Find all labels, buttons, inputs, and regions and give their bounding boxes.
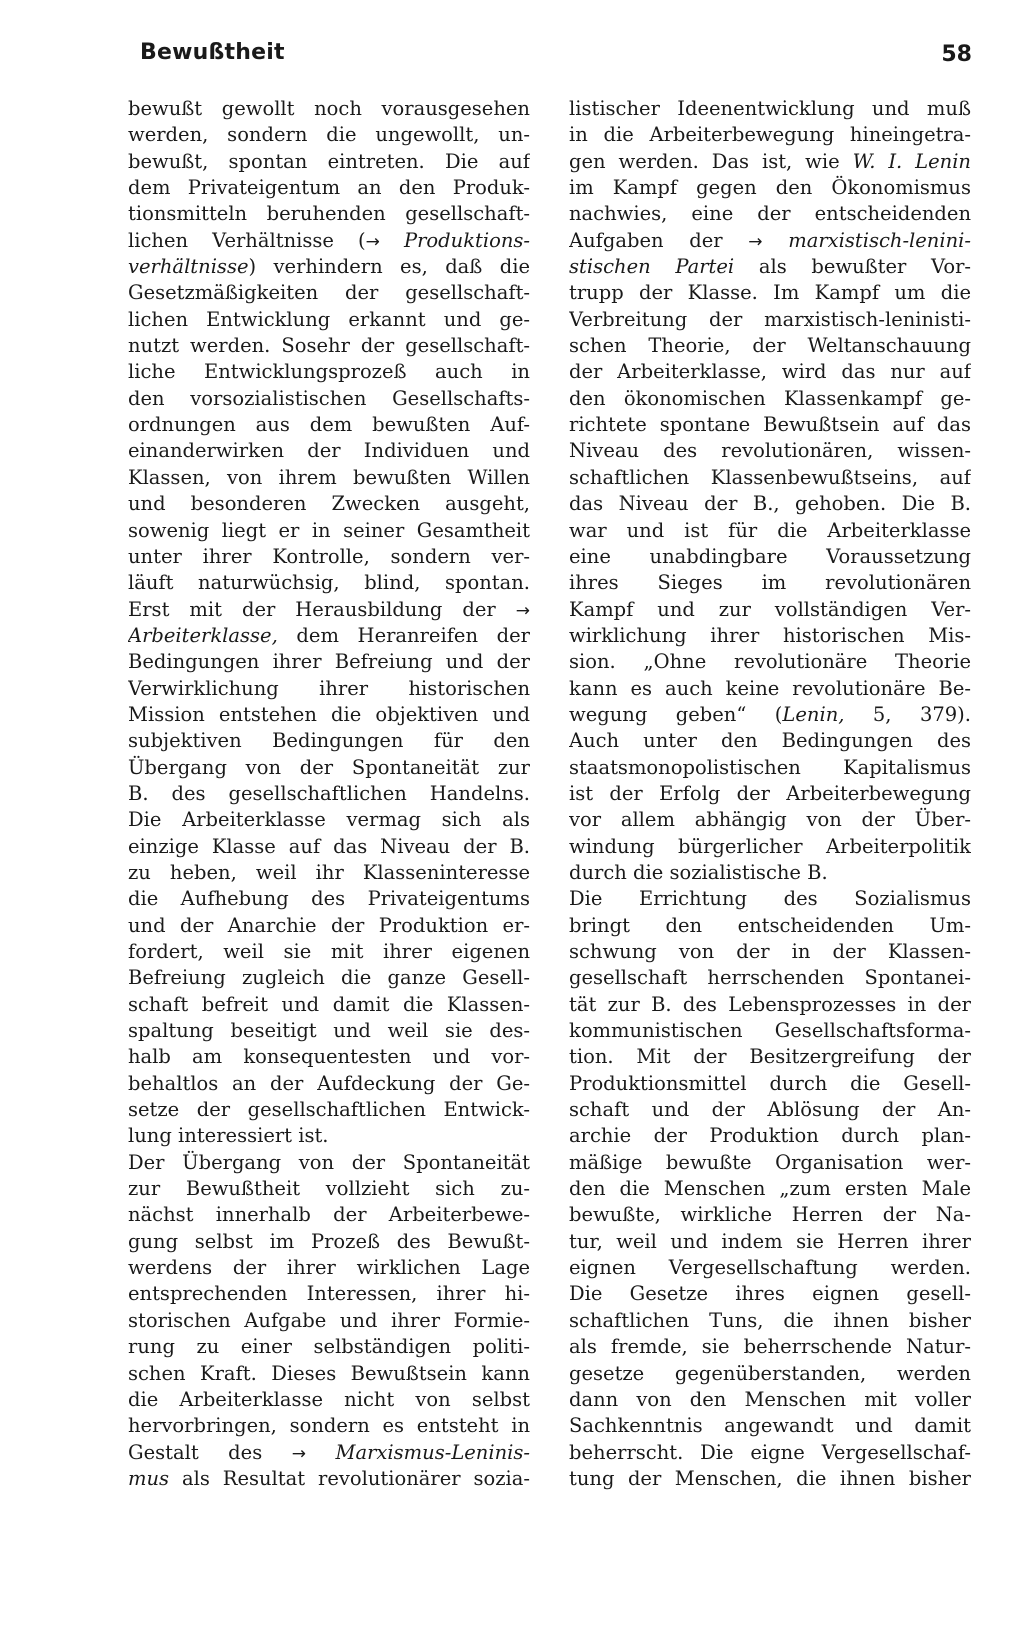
text-run: Klassen, von ihrem bewußten Willen: [128, 465, 530, 489]
text-run: Die Gesetze ihres eignen gesell-: [569, 1282, 971, 1306]
text-line: [128, 1255, 530, 1281]
text-line: [128, 1071, 530, 1097]
text-run: Niveau des revolutionären, wissen-: [569, 439, 971, 463]
text-line: [128, 570, 530, 596]
text-line: [128, 1440, 530, 1466]
text-line: [128, 359, 530, 385]
text-line: [128, 465, 530, 491]
page-number: 58: [941, 42, 972, 67]
text-run: listischer Ideenentwicklung und muß: [569, 97, 971, 120]
text-line: [569, 992, 971, 1018]
text-run: durch die sozialistische B.: [569, 860, 828, 884]
text-run: staatsmonopolistischen Kapitalismus: [569, 755, 971, 779]
text-line: [128, 1018, 530, 1044]
text-line: [128, 1466, 530, 1492]
text-line: [569, 1044, 971, 1070]
text-line: [569, 1281, 971, 1307]
text-run: Auch unter den Bedingungen des: [569, 729, 971, 753]
text-run: Produktionsmittel durch die Gesell-: [569, 1071, 971, 1095]
italic-term: Produktions-: [403, 228, 530, 252]
text-line: [569, 254, 971, 280]
text-line: [128, 228, 530, 254]
text-run: schen Kraft. Dieses Bewußtsein kann: [128, 1361, 530, 1385]
text-line: [569, 1308, 971, 1334]
text-line: [128, 1361, 530, 1387]
text-run: bewußt, spontan eintreten. Die auf: [128, 149, 530, 173]
text-line: [569, 1176, 971, 1202]
text-run: spaltung beseitigt und weil sie des-: [128, 1019, 530, 1043]
text-run: tionsmitteln beruhenden gesellschaft-: [128, 202, 530, 226]
text-run: fordert, weil sie mit ihrer eigenen: [128, 940, 530, 963]
text-run: tät zur B. des Lebensprozesses in der: [569, 992, 971, 1016]
text-line: [569, 1413, 971, 1439]
text-run: als fremde, sie beherrschende Natur-: [569, 1335, 971, 1359]
text-run: als bewußter Vor-: [734, 255, 971, 279]
page-header: [140, 38, 972, 78]
text-line: [569, 333, 971, 359]
text-line: [569, 307, 971, 333]
text-run: [763, 229, 789, 252]
text-line: [569, 122, 971, 148]
text-line: [569, 939, 971, 965]
text-line: [128, 1387, 530, 1413]
italic-term: stischen Partei: [569, 255, 735, 279]
text-line: [128, 307, 530, 333]
text-line: [569, 1071, 971, 1097]
text-line: [569, 1440, 971, 1466]
text-run: Erst mit der Herausbildung der: [128, 597, 516, 621]
text-line: [569, 886, 971, 912]
text-run: bewußte, wirkliche Herren der Na-: [569, 1203, 971, 1227]
text-run: Die Errichtung des Sozialismus: [569, 887, 971, 911]
text-run: kann es auch keine revolutionäre Be-: [569, 676, 971, 700]
running-head: Bewußtheit: [140, 40, 285, 65]
text-run: nutzt werden. Sosehr der gesellschaft-: [128, 334, 530, 358]
text-line: [128, 280, 530, 306]
text-line: [569, 781, 971, 807]
text-run: vor allem abhängig von der Über-: [569, 808, 971, 832]
text-run: den vorsozialistischen Gesellschafts-: [128, 386, 530, 410]
text-line: [569, 1018, 971, 1044]
text-line: [128, 1334, 530, 1360]
cross-reference-arrow-icon: →: [291, 1443, 306, 1464]
text-column-left: [128, 96, 530, 1492]
text-line: [569, 359, 971, 385]
text-line: [569, 728, 971, 754]
text-run: subjektiven Bedingungen für den: [128, 729, 530, 753]
text-line: [569, 518, 971, 544]
text-run: lichen Entwicklung erkannt und ge-: [128, 307, 530, 331]
text-run: Bedingungen ihrer Befreiung und der: [128, 650, 530, 674]
text-line: [128, 1202, 530, 1228]
text-run: liche Entwicklungsprozeß auch in: [128, 360, 530, 384]
text-line: [569, 913, 971, 939]
text-run: gung selbst im Prozeß des Bewußt-: [128, 1229, 530, 1253]
text-run: schaft befreit und damit die Klassen-: [128, 992, 530, 1016]
text-line: [569, 1202, 971, 1228]
text-run: rung zu einer selbständigen politi-: [128, 1335, 530, 1359]
text-line: [569, 1361, 971, 1387]
text-run: hervorbringen, sondern es entsteht in: [128, 1414, 530, 1438]
text-run: dann von den Menschen mit voller: [569, 1387, 971, 1411]
text-line: [128, 781, 530, 807]
text-run: gen werden. Das ist, wie: [569, 149, 853, 173]
text-run: kommunistischen Gesellschaftsforma-: [569, 1019, 971, 1043]
text-run: zu heben, weil ihr Klasseninteresse: [128, 860, 530, 884]
text-line: [569, 1097, 971, 1123]
text-line: [128, 1413, 530, 1439]
italic-term: marxistisch-lenini-: [788, 228, 971, 252]
text-line: [569, 465, 971, 491]
text-line: [128, 755, 530, 781]
text-run: gesellschaft herrschenden Spontanei-: [569, 966, 971, 990]
text-line: [569, 544, 971, 570]
italic-term: verhältnisse: [128, 255, 249, 279]
italic-term: Marxismus-Leninis-: [335, 1440, 530, 1464]
text-line: [128, 122, 530, 148]
text-line: [569, 755, 971, 781]
text-run: richtete spontane Bewußtsein auf das: [569, 413, 971, 437]
cross-reference-arrow-icon: →: [748, 231, 763, 252]
text-run: und besonderen Zwecken ausgeht,: [128, 492, 530, 516]
text-line: [128, 149, 530, 175]
text-run: tion. Mit der Besitzergreifung der: [569, 1045, 971, 1069]
text-run: bringt den entscheidenden Um-: [569, 913, 971, 937]
text-line: [128, 939, 530, 965]
text-column-right: [569, 96, 971, 1492]
text-run: ist der Erfolg der Arbeiterbewegung: [569, 781, 971, 805]
text-run: tur, weil und indem sie Herren ihrer: [569, 1229, 971, 1253]
text-line: [569, 201, 971, 227]
text-run: schaftlichen Klassenbewußtseins, auf: [569, 465, 971, 489]
text-run: eignen Vergesellschaftung werden.: [569, 1256, 971, 1280]
text-run: einanderwirken der Individuen und: [128, 439, 530, 463]
text-run: unter ihrer Kontrolle, sondern ver-: [128, 544, 530, 568]
text-line: [128, 992, 530, 1018]
text-line: [569, 1150, 971, 1176]
text-run: das Niveau der B., gehoben. Die B.: [569, 492, 971, 516]
text-run: Verbreitung der marxistisch-leninisti-: [569, 307, 971, 331]
text-line: [569, 676, 971, 702]
text-run: schen Theorie, der Weltanschauung: [569, 334, 971, 358]
text-line: [128, 1229, 530, 1255]
text-line: [569, 386, 971, 412]
italic-term: W. I. Lenin: [852, 149, 971, 173]
text-run: wirklichung ihrer historischen Mis-: [569, 623, 971, 647]
text-line: [569, 1466, 971, 1492]
text-line: [569, 702, 971, 728]
text-run: Die Arbeiterklasse vermag sich als: [128, 808, 530, 832]
text-run: werden, sondern die ungewollt, un-: [128, 123, 530, 147]
text-run: Verwirklichung ihrer historischen: [128, 676, 530, 700]
text-line: [128, 807, 530, 833]
text-line: [128, 728, 530, 754]
text-run: schaftlichen Tuns, die ihnen bisher: [569, 1308, 971, 1332]
text-line: [128, 1176, 530, 1202]
text-run: trupp der Klasse. Im Kampf um die: [569, 281, 971, 305]
text-run: Gestalt des: [128, 1440, 292, 1464]
text-line: [128, 412, 530, 438]
text-run: nachwies, eine der entscheidenden: [569, 202, 971, 226]
text-run: bewußt gewollt noch vorausgesehen: [128, 97, 530, 120]
italic-term: Lenin,: [782, 702, 845, 726]
text-run: Mission entstehen die objektiven und: [128, 702, 530, 726]
text-run: der Arbeiterklasse, wird das nur auf: [569, 360, 971, 384]
text-line: [128, 333, 530, 359]
text-line: [128, 1308, 530, 1334]
text-line: [128, 676, 530, 702]
text-line: [128, 702, 530, 728]
text-line: [569, 807, 971, 833]
cross-reference-arrow-icon: →: [515, 600, 530, 621]
italic-term: mus: [128, 1466, 170, 1490]
text-run: die Arbeiterklasse nicht von selbst: [128, 1387, 530, 1411]
text-run: nächst innerhalb der Arbeiterbewe-: [128, 1203, 530, 1227]
text-line: [569, 649, 971, 675]
text-run: entsprechenden Interessen, ihrer hi-: [128, 1282, 530, 1306]
text-run: archie der Produktion durch plan-: [569, 1124, 971, 1148]
text-line: [569, 965, 971, 991]
text-run: Übergang von der Spontaneität zur: [128, 755, 530, 779]
text-line: [128, 1044, 530, 1070]
text-run: Kampf und zur vollständigen Ver-: [569, 597, 971, 621]
text-line: [569, 597, 971, 623]
text-run: Gesetzmäßigkeiten der gesellschaft-: [128, 281, 530, 305]
text-run: B. des gesellschaftlichen Handelns.: [128, 781, 530, 805]
text-line: [569, 175, 971, 201]
text-line: [569, 1334, 971, 1360]
text-run: als Resultat revolutionärer sozia-: [169, 1466, 530, 1490]
text-run: ordnungen aus dem bewußten Auf-: [128, 413, 530, 437]
text-run: war und ist für die Arbeiterklasse: [569, 518, 971, 542]
text-line: [569, 412, 971, 438]
text-run: im Kampf gegen den Ökonomismus: [569, 176, 971, 200]
text-line: [128, 96, 530, 122]
text-run: lung interessiert ist.: [128, 1124, 329, 1148]
text-run: beherrscht. Die eigne Vergesellschaf-: [569, 1440, 971, 1464]
text-run: sion. „Ohne revolutionäre Theorie: [569, 650, 971, 674]
text-line: [128, 913, 530, 939]
text-line: [569, 149, 971, 175]
text-line: [569, 491, 971, 517]
text-run: die Aufhebung des Privateigentums: [128, 887, 530, 911]
text-line: [569, 860, 971, 886]
text-line: [128, 649, 530, 675]
text-run: tung der Menschen, die ihnen bisher: [569, 1466, 971, 1490]
text-line: [569, 623, 971, 649]
text-run: Befreiung zugleich die ganze Gesell-: [128, 966, 530, 990]
text-run: lichen Verhältnisse (: [128, 228, 366, 252]
text-line: [569, 1229, 971, 1255]
text-run: gesetze gegenüberstanden, werden: [569, 1361, 971, 1385]
text-line: [128, 1123, 530, 1149]
text-run: [380, 229, 404, 252]
text-line: [128, 201, 530, 227]
text-line: [128, 834, 530, 860]
text-run: ) verhindern es, daß die: [248, 255, 530, 279]
cross-reference-arrow-icon: →: [365, 231, 380, 252]
text-run: behaltlos an der Aufdeckung der Ge-: [128, 1071, 530, 1095]
text-line: [128, 254, 530, 280]
text-run: werdens der ihrer wirklichen Lage: [128, 1256, 530, 1280]
text-line: [128, 965, 530, 991]
text-line: [569, 570, 971, 596]
text-line: [569, 834, 971, 860]
text-line: [569, 1387, 971, 1413]
text-run: windung bürgerlicher Arbeiterpolitik: [569, 834, 971, 858]
text-run: storischen Aufgabe und ihrer Formie-: [128, 1308, 530, 1332]
text-run: in die Arbeiterbewegung hineingetra-: [569, 123, 971, 147]
text-line: [128, 491, 530, 517]
text-run: wegung geben“ (: [569, 702, 783, 726]
text-line: [128, 544, 530, 570]
text-run: Sachkenntnis angewandt und damit: [569, 1414, 971, 1438]
text-run: zur Bewußtheit vollzieht sich zu-: [128, 1177, 530, 1201]
text-line: [128, 438, 530, 464]
text-line: [128, 518, 530, 544]
text-line: [128, 1150, 530, 1176]
text-line: [128, 623, 530, 649]
text-line: [569, 1255, 971, 1281]
text-line: [128, 1281, 530, 1307]
text-line: [569, 280, 971, 306]
text-run: 5, 379).: [844, 702, 971, 726]
text-line: [569, 438, 971, 464]
text-line: [128, 1097, 530, 1123]
text-run: [306, 1441, 336, 1464]
text-run: dem Heranreifen der: [277, 623, 530, 647]
text-run: einzige Klasse auf das Niveau der B.: [128, 834, 530, 858]
text-run: dem Privateigentum an den Produk-: [128, 176, 530, 200]
text-run: schwung von der in der Klassen-: [569, 940, 971, 963]
text-line: [569, 1123, 971, 1149]
text-run: setze der gesellschaftlichen Entwick-: [128, 1098, 530, 1122]
text-line: [128, 386, 530, 412]
text-run: Der Übergang von der Spontaneität: [128, 1150, 530, 1174]
text-run: halb am konsequentesten und vor-: [128, 1045, 530, 1069]
text-run: und der Anarchie der Produktion er-: [128, 913, 530, 937]
text-run: ihres Sieges im revolutionären: [569, 571, 971, 595]
text-run: eine unabdingbare Voraussetzung: [569, 544, 971, 568]
text-run: mäßige bewußte Organisation wer-: [569, 1150, 971, 1174]
text-line: [569, 96, 971, 122]
italic-term: Arbeiterklasse,: [128, 623, 278, 647]
text-run: läuft naturwüchsig, blind, spontan.: [128, 571, 530, 595]
text-line: [128, 860, 530, 886]
text-line: [128, 886, 530, 912]
text-line: [128, 175, 530, 201]
text-run: Aufgaben der: [569, 228, 749, 252]
text-run: schaft und der Ablösung der An-: [569, 1098, 971, 1122]
text-run: sowenig liegt er in seiner Gesamtheit: [128, 518, 530, 542]
text-run: den die Menschen „zum ersten Male: [569, 1177, 971, 1201]
text-run: den ökonomischen Klassenkampf ge-: [569, 386, 971, 410]
text-line: [569, 228, 971, 254]
text-line: [128, 597, 530, 623]
